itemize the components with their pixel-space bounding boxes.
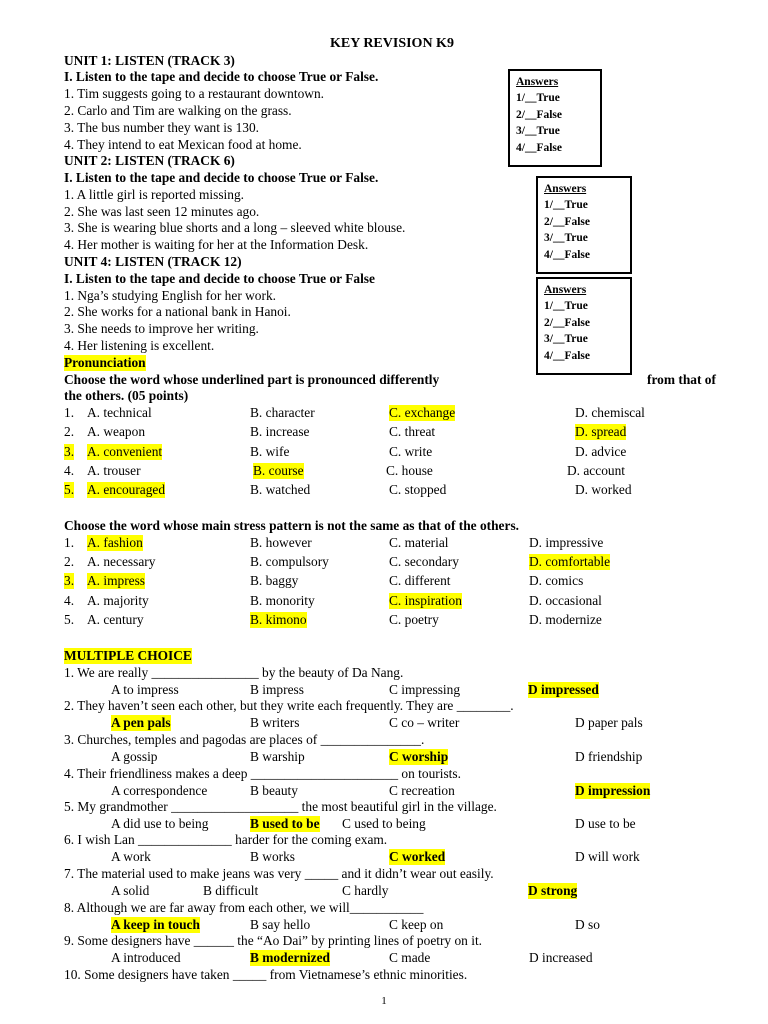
answer-item: 2/__False xyxy=(544,215,590,228)
unit4-heading: UNIT 4: LISTEN (TRACK 12) xyxy=(64,254,242,269)
mc-question: 5. My grandmother ___________________ the most beautiful girl in the village. xyxy=(64,799,497,814)
mc-question: 10. Some designers have taken _____ from Vietnamese’s ethnic minorities. xyxy=(64,967,468,982)
option-b: B. character xyxy=(250,405,315,420)
option-b-answer: B. course xyxy=(253,463,304,478)
option-a-answer: A. fashion xyxy=(87,535,143,550)
unit2-item: 2. She was last seen 12 minutes ago. xyxy=(64,204,260,219)
unit4-instruction: I. Listen to the tape and decide to choose True or False xyxy=(64,271,375,286)
option-a: A did use to being xyxy=(111,816,209,831)
question-number: 3. xyxy=(64,573,75,588)
option-a-answer: A. encouraged xyxy=(87,482,166,497)
answer-item: 2/__False xyxy=(544,316,590,329)
page-title: KEY REVISION K9 xyxy=(330,36,454,51)
option-d: D friendship xyxy=(575,749,643,764)
option-d: D. impressive xyxy=(529,535,604,550)
option-b: B impress xyxy=(250,682,304,697)
option-a: A solid xyxy=(111,883,150,898)
option-a: A. trouser xyxy=(87,463,141,478)
option-c-answer: C worship xyxy=(389,749,449,764)
option-c: C. poetry xyxy=(389,612,439,627)
mc-heading: MULTIPLE CHOICE xyxy=(64,648,192,663)
unit4-answers-box xyxy=(536,277,632,375)
question-number: 4. xyxy=(64,593,75,608)
option-a-answer: A pen pals xyxy=(111,715,171,730)
page-number: 1 xyxy=(381,995,387,1007)
option-b: B. baggy xyxy=(250,573,299,588)
option-d: D paper pals xyxy=(575,715,643,730)
option-b: B. compulsory xyxy=(250,554,329,569)
option-d: D. chemiscal xyxy=(575,405,645,420)
option-d-answer: D impression xyxy=(575,783,651,798)
answer-item: 3/__True xyxy=(544,333,588,346)
option-c: C impressing xyxy=(389,682,461,697)
answer-item: 4/__False xyxy=(544,248,590,261)
option-d: D use to be xyxy=(575,816,636,831)
option-c: C hardly xyxy=(342,883,389,898)
unit2-item: 4. Her mother is waiting for her at the Information Desk. xyxy=(64,237,369,252)
answer-item: 4/__False xyxy=(516,141,562,154)
option-d: D. modernize xyxy=(529,612,602,627)
option-c-answer: C. inspiration xyxy=(389,593,462,608)
question-number: 4. xyxy=(64,463,75,478)
answer-item: 1/__True xyxy=(516,92,560,105)
mc-question: 7. The material used to make jeans was very _____ and it didn’t wear out easily. xyxy=(64,866,494,881)
option-a: A introduced xyxy=(111,950,181,965)
option-b-answer: B modernized xyxy=(250,950,330,965)
option-b: B. monority xyxy=(250,593,315,608)
option-c: C. material xyxy=(389,535,449,550)
mc-question: 4. Their friendliness makes a deep ______________________ on tourists. xyxy=(64,766,461,781)
answers-title: Answers xyxy=(544,284,587,296)
option-c: C keep on xyxy=(389,917,444,932)
option-b: B say hello xyxy=(250,917,311,932)
option-a: A work xyxy=(111,849,151,864)
option-d: D. advice xyxy=(575,444,627,459)
option-a: A. necessary xyxy=(87,554,156,569)
option-d: D. account xyxy=(567,463,626,478)
unit4-item: 2. She works for a national bank in Hanoi. xyxy=(64,304,291,319)
answers-title: Answers xyxy=(516,76,559,88)
option-a: A. century xyxy=(87,612,144,627)
option-a: A gossip xyxy=(111,749,158,764)
option-b: B. increase xyxy=(250,424,310,439)
unit1-item: 4. They intend to eat Mexican food at home. xyxy=(64,137,302,152)
pronunciation-instruction-cont: the others. (05 points) xyxy=(64,388,189,403)
option-d-answer: D. comfortable xyxy=(529,554,611,569)
option-c-answer: C worked xyxy=(389,849,446,864)
unit4-item: 1. Nga’s studying English for her work. xyxy=(64,288,276,303)
unit1-heading: UNIT 1: LISTEN (TRACK 3) xyxy=(64,53,235,68)
unit1-item: 3. The bus number they want is 130. xyxy=(64,120,260,135)
option-d: D will work xyxy=(575,849,640,864)
unit1-answers-box xyxy=(508,69,602,167)
option-b-answer: B used to be xyxy=(250,816,320,831)
pronunciation-instruction: Choose the word whose underlined part is pronounced differently xyxy=(64,372,440,387)
option-c-answer: C. exchange xyxy=(389,405,456,420)
answer-item: 2/__False xyxy=(516,108,562,121)
option-a-answer: A. impress xyxy=(87,573,146,588)
option-d-answer: D. spread xyxy=(575,424,627,439)
option-a: A. technical xyxy=(87,405,152,420)
option-d: D. occasional xyxy=(529,593,602,608)
question-number: 1. xyxy=(64,535,75,550)
option-d: D. comics xyxy=(529,573,584,588)
option-c: C. write xyxy=(389,444,433,459)
option-d: D increased xyxy=(529,950,593,965)
option-b: B. wife xyxy=(250,444,290,459)
option-c: C. secondary xyxy=(389,554,459,569)
answer-item: 3/__True xyxy=(544,232,588,245)
question-number: 2. xyxy=(64,424,75,439)
mc-question: 6. I wish Lan ______________ harder for the coming exam. xyxy=(64,832,388,847)
option-a: A correspondence xyxy=(111,783,208,798)
mc-question: 9. Some designers have ______ the “Ao Dai” by printing lines of poetry on it. xyxy=(64,933,483,948)
option-a-answer: A. convenient xyxy=(87,444,163,459)
option-b: B writers xyxy=(250,715,300,730)
pronunciation-instruction-end: from that of xyxy=(647,372,716,387)
option-c: C co – writer xyxy=(389,715,460,730)
option-b: B. watched xyxy=(250,482,311,497)
option-b: B beauty xyxy=(250,783,298,798)
unit1-item: 2. Carlo and Tim are walking on the grass. xyxy=(64,103,292,118)
pronunciation-heading: Pronunciation xyxy=(64,355,146,370)
option-a: A. majority xyxy=(87,593,149,608)
unit2-instruction: I. Listen to the tape and decide to choose True or False. xyxy=(64,170,379,185)
answer-item: 4/__False xyxy=(544,349,590,362)
option-c: C. different xyxy=(389,573,451,588)
mc-question: 2. They haven’t seen each other, but they write each frequently. They are ________. xyxy=(64,698,514,713)
option-b: B difficult xyxy=(203,883,259,898)
question-number: 1. xyxy=(64,405,75,420)
answer-item: 1/__True xyxy=(544,199,588,212)
mc-question: 8. Although we are far away from each other, we will___________ xyxy=(64,900,424,915)
option-a: A to impress xyxy=(111,682,179,697)
option-b: B works xyxy=(250,849,296,864)
unit4-item: 4. Her listening is excellent. xyxy=(64,338,215,353)
option-a-answer: A keep in touch xyxy=(111,917,200,932)
option-d: D so xyxy=(575,917,600,932)
option-c: C. stopped xyxy=(389,482,447,497)
option-b-answer: B. kimono xyxy=(250,612,307,627)
option-c: C made xyxy=(389,950,431,965)
option-d-answer: D impressed xyxy=(528,682,599,697)
option-b: B warship xyxy=(250,749,305,764)
unit1-instruction: I. Listen to the tape and decide to choose True or False. xyxy=(64,69,379,84)
question-number: 3. xyxy=(64,444,75,459)
mc-question: 1. We are really ________________ by the beauty of Da Nang. xyxy=(64,665,404,680)
answers-title: Answers xyxy=(544,183,587,195)
unit4-item: 3. She needs to improve her writing. xyxy=(64,321,259,336)
option-c: C. house xyxy=(386,463,433,478)
option-b: B. however xyxy=(250,535,312,550)
option-d-answer: D strong xyxy=(528,883,578,898)
stress-instruction: Choose the word whose main stress pattern is not the same as that of the others. xyxy=(64,518,520,533)
unit2-item: 1. A little girl is reported missing. xyxy=(64,187,245,202)
option-d: D. worked xyxy=(575,482,632,497)
question-number: 2. xyxy=(64,554,75,569)
unit2-heading: UNIT 2: LISTEN (TRACK 6) xyxy=(64,153,235,168)
option-a: A. weapon xyxy=(87,424,146,439)
option-c: C. threat xyxy=(389,424,436,439)
mc-question: 3. Churches, temples and pagodas are places of _______________. xyxy=(64,732,425,747)
answer-item: 3/__True xyxy=(516,125,560,138)
unit1-item: 1. Tim suggests going to a restaurant downtown. xyxy=(64,86,324,101)
option-c: C recreation xyxy=(389,783,455,798)
unit2-answers-box xyxy=(536,176,632,274)
option-c: C used to being xyxy=(342,816,426,831)
question-number: 5. xyxy=(64,612,75,627)
answer-item: 1/__True xyxy=(544,300,588,313)
unit2-item: 3. She is wearing blue shorts and a long – sleeved white blouse. xyxy=(64,220,406,235)
question-number: 5. xyxy=(64,482,75,497)
